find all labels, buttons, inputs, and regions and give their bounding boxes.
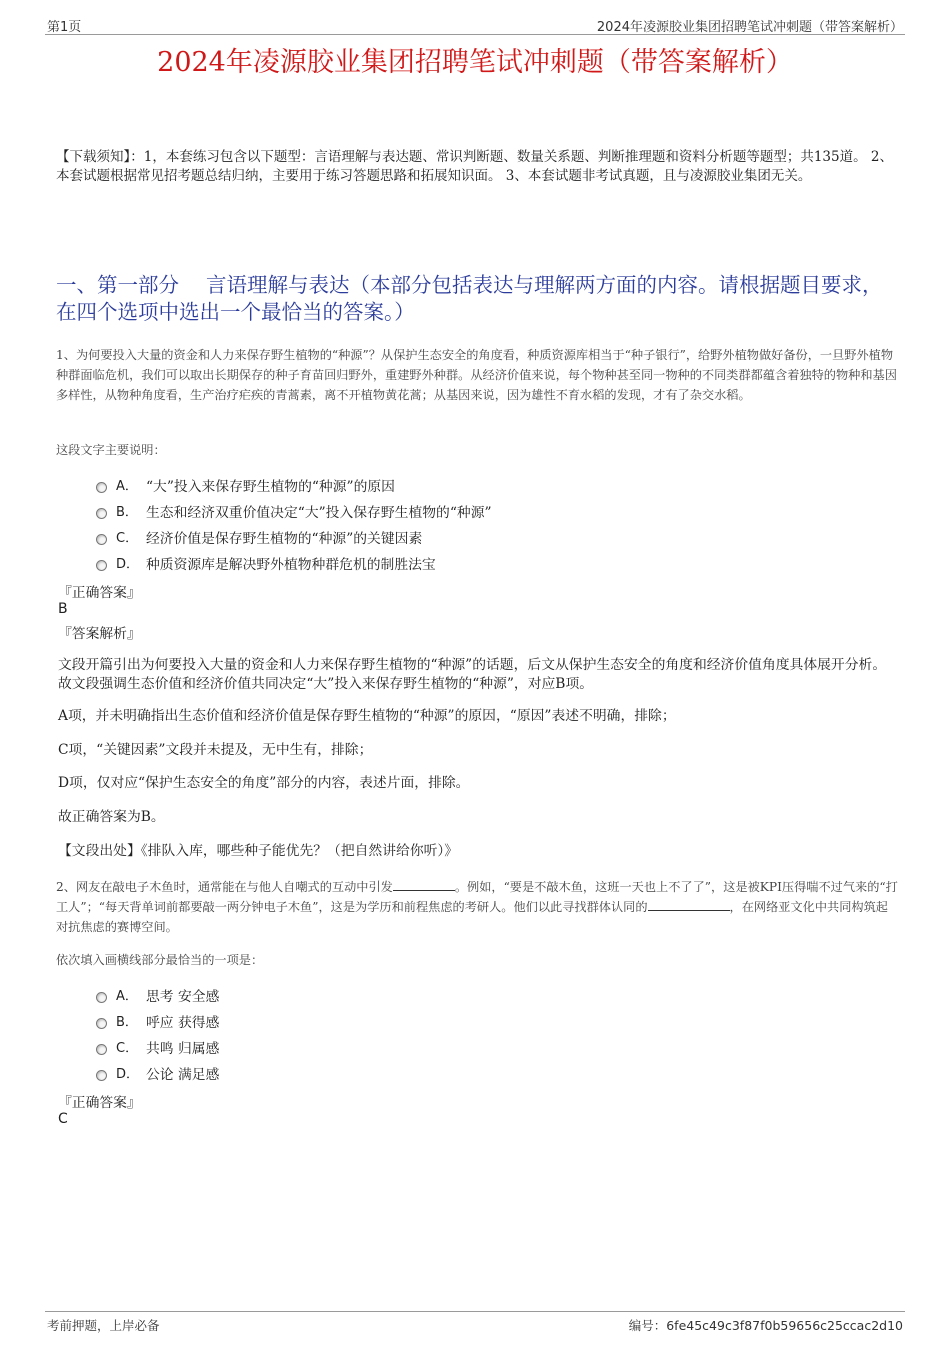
option-letter: D． <box>116 1067 140 1082</box>
question-1-option-b[interactable] <box>96 501 876 527</box>
question-2-text-part: 2、网友在敲电子木鱼时，通常能在与他人自嘲式的互动中引发 <box>56 880 393 894</box>
question-2-option-c[interactable] <box>96 1037 876 1063</box>
document-title: 2024年凌源胶业集团招聘笔试冲刺题（带答案解析） <box>157 47 793 78</box>
question-1-analysis-label: 『答案解析』 <box>58 626 141 642</box>
serial-label: 编号： <box>628 1318 667 1333</box>
question-1-option-d[interactable] <box>96 553 876 579</box>
radio-icon[interactable] <box>96 534 107 545</box>
option-text: 呼应 获得感 <box>146 1015 220 1031</box>
footer-serial <box>629 1316 903 1334</box>
question-2-answer-label: 『正确答案』 <box>58 1095 141 1111</box>
option-letter: D． <box>116 557 140 572</box>
source-citation: 【文段出处】《排队入库，哪些种子能优先？（把自然讲给你听）》 <box>58 843 459 859</box>
download-notice: 【下载须知】：1，本套练习包含以下题型：言语理解与表达题、常识判断题、数量关系题、判断推理题和资料分析题等题型；共135道。 2、本套试题根据常见招考题总结归纳，主要用于练习答题思路和拓展知识面。 3、本套试题非考试真题，且与凌源胶业集团无关。 <box>56 149 893 184</box>
radio-icon[interactable] <box>96 508 107 519</box>
question-2-option-d[interactable] <box>96 1063 876 1089</box>
analysis-paragraph: C项，“关键因素”文段并未提及，无中生有，排除； <box>58 742 373 758</box>
fill-blank-2 <box>648 910 730 911</box>
radio-icon[interactable] <box>96 1018 107 1029</box>
option-letter: C． <box>116 531 139 546</box>
question-2-text-part: 。例如，“要是不敲木鱼，这班一天也上不了了”，这是被KPI压得喘不过气来的“打工人”；“每天背单词前都要敲一两分钟电子木鱼”，这是为学历和前程焦虑的考研人。他们以此寻找群体认同的 <box>56 880 898 914</box>
option-letter: A． <box>116 479 138 494</box>
analysis-paragraph: A项，并未明确指出生态价值和经济价值是保存野生植物的“种源”的原因，“原因”表述不明确，排除； <box>58 708 676 724</box>
analysis-paragraph: D项，仅对应“保护生态安全的角度”部分的内容，表述片面，排除。 <box>58 775 470 791</box>
question-1-option-c[interactable] <box>96 527 876 553</box>
header-doc-title: 2024年凌源胶业集团招聘笔试冲刺题（带答案解析） <box>596 20 903 35</box>
question-2-answer: C <box>58 1111 68 1127</box>
option-letter: B． <box>116 1015 138 1030</box>
question-1-prompt: 这段文字主要说明： <box>56 443 166 457</box>
question-2-options <box>96 985 876 1089</box>
footer-slogan: 考前押题，上岸必备 <box>47 1318 160 1333</box>
radio-icon[interactable] <box>96 1044 107 1055</box>
analysis-paragraph: 文段开篇引出为何要投入大量的资金和人力来保存野生植物的“种源”的话题，后文从保护生态安全的角度和经济价值角度具体展开分析。故文段强调生态价值和经济价值共同决定“大”投入来保存野生植物的“种源”，对应B项。 <box>58 657 887 692</box>
option-text: 生态和经济双重价值决定“大”投入保存野生植物的“种源” <box>146 505 492 521</box>
question-2-prompt: 依次填入画横线部分最恰当的一项是： <box>56 953 264 967</box>
option-letter: C． <box>116 1041 139 1056</box>
radio-icon[interactable] <box>96 992 107 1003</box>
option-text: “大”投入来保存野生植物的“种源”的原因 <box>146 479 395 495</box>
option-letter: B． <box>116 505 138 520</box>
page-header <box>45 14 905 35</box>
question-1-option-a[interactable] <box>96 475 876 501</box>
fill-blank-1 <box>393 890 455 891</box>
question-2-option-a[interactable] <box>96 985 876 1011</box>
option-text: 经济价值是保存野生植物的“种源”的关键因素 <box>146 531 423 547</box>
option-text: 共鸣 归属感 <box>146 1041 220 1057</box>
serial-code: 6fe45c49c3f87f0b59656c25ccac2d10 <box>666 1318 903 1333</box>
page-number: 第1页 <box>47 20 82 35</box>
page-footer <box>45 1311 905 1336</box>
section-title: 一、第一部分 言语理解与表达（本部分包括表达与理解两方面的内容。请根据题目要求，在四个选项中选出一个最恰当的答案。） <box>56 273 883 324</box>
option-letter: A． <box>116 989 138 1004</box>
option-text: 种质资源库是解决野外植物种群危机的制胜法宝 <box>146 557 436 573</box>
question-1-text: 1、为何要投入大量的资金和人力来保存野生植物的“种源”？从保护生态安全的角度看，种质资源库相当于“种子银行”，给野外植物做好备份，一旦野外植物种群面临危机，我们可以取出长期保存的种子育苗回归野外，重建野外种群。从经济价值来说，每个物种甚至同一物种的不同类群都蕴含着独特的物种和基因多样性，从物种角度看，生产治疗疟疾的青蒿素，离不开植物黄花蒿；从基因来说，因为雄性不育水稻的发现，才有了杂交水稻。 <box>56 348 897 402</box>
question-2-text-part: ，在网络亚文化中共同构筑起对抗焦虑的赛博空间。 <box>56 900 888 934</box>
question-1-answer-label: 『正确答案』 <box>58 585 141 601</box>
question-1-options <box>96 475 876 579</box>
question-1-answer: B <box>58 601 68 617</box>
radio-icon[interactable] <box>96 482 107 493</box>
analysis-conclusion: 故正确答案为B。 <box>58 809 165 825</box>
question-2-option-b[interactable] <box>96 1011 876 1037</box>
question-2-text <box>56 877 900 937</box>
option-text: 思考 安全感 <box>146 989 220 1005</box>
radio-icon[interactable] <box>96 560 107 571</box>
option-text: 公论 满足感 <box>146 1067 220 1083</box>
radio-icon[interactable] <box>96 1070 107 1081</box>
